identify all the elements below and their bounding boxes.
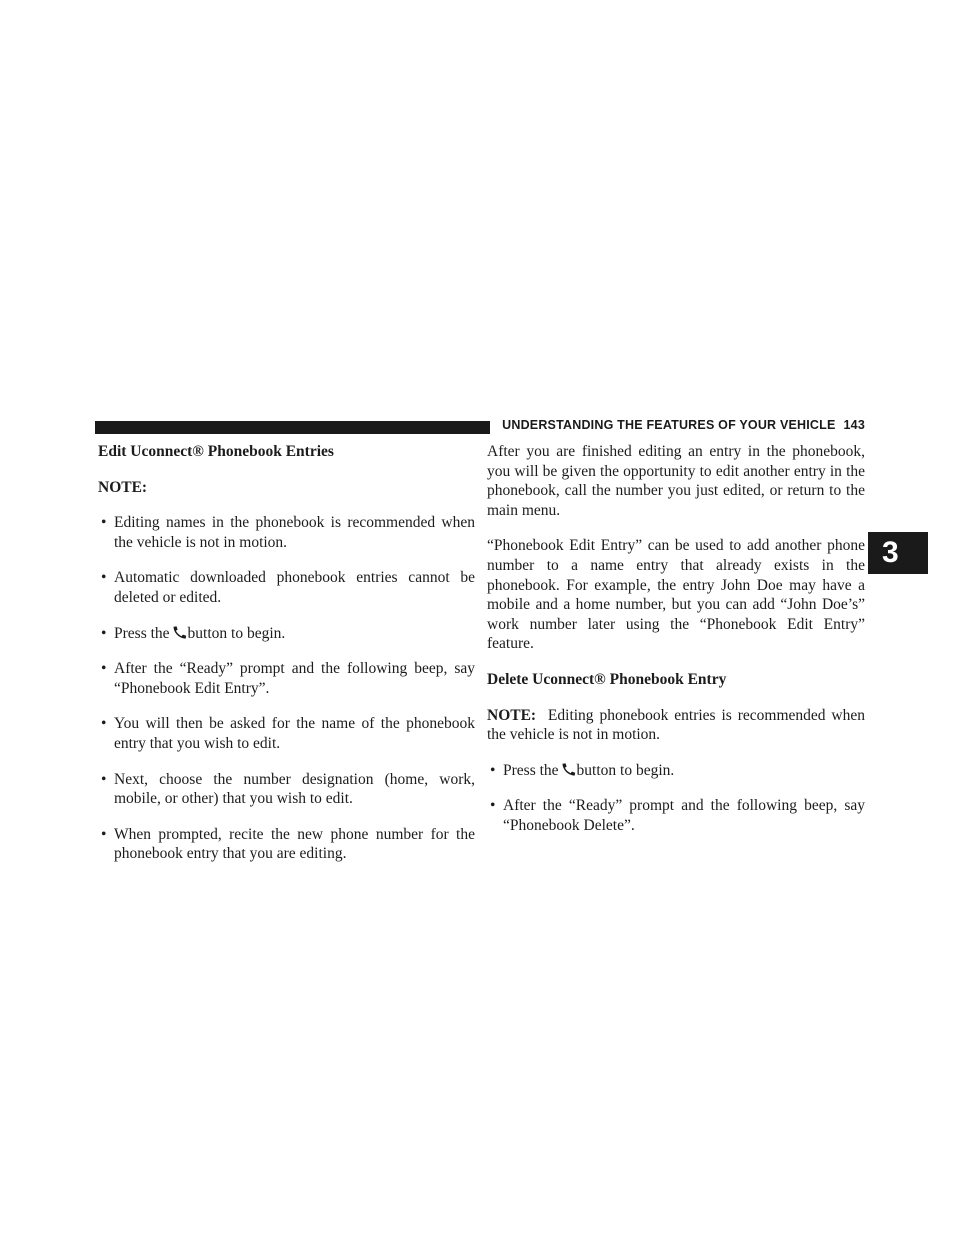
list-item: • Automatic downloaded phonebook entries cannot be deleted or edited. xyxy=(98,568,475,607)
note-label: NOTE: xyxy=(487,706,537,724)
list-item: • Next, choose the number designation (home, work, mobile, or other) that you wish to edit. xyxy=(98,770,475,809)
list-item: • After the “Ready” prompt and the following beep, say “Phonebook Delete”. xyxy=(487,796,865,835)
list-item: • When prompted, recite the new phone number for the phonebook entry that you are editing. xyxy=(98,825,475,864)
list-item xyxy=(487,761,865,781)
phone-icon xyxy=(172,626,187,639)
edit-steps-list xyxy=(98,513,475,864)
list-item: • After the “Ready” prompt and the following beep, say “Phonebook Edit Entry”. xyxy=(98,659,475,698)
press-suffix: button to begin. xyxy=(187,624,286,642)
right-column xyxy=(487,440,865,836)
list-item: • Editing names in the phonebook is recommended when the vehicle is not in motion. xyxy=(98,513,475,552)
paragraph-after-editing: After you are finished editing an entry in the phonebook, you will be given the opportunity to edit another entry in the phonebook, call the number you just edited, or return to the main menu. xyxy=(487,443,865,519)
left-column xyxy=(98,440,475,864)
note-text: Editing phonebook entries is recommended when the vehicle is not in motion. xyxy=(487,706,866,744)
list-item xyxy=(98,624,475,644)
press-prefix: Press the xyxy=(503,761,559,779)
section-heading-edit: Edit Uconnect® Phonebook Entries xyxy=(98,443,334,460)
delete-steps-list xyxy=(487,761,865,836)
delete-note xyxy=(487,706,865,745)
header-bar xyxy=(95,421,490,434)
press-prefix: Press the xyxy=(114,624,170,642)
section-heading-delete: Delete Uconnect® Phonebook Entry xyxy=(487,670,727,688)
press-suffix: button to begin. xyxy=(576,761,675,779)
note-label: NOTE: xyxy=(98,478,148,496)
page-number: 143 xyxy=(843,418,865,432)
chapter-tab: 3 xyxy=(868,532,928,574)
paragraph-edit-entry: “Phonebook Edit Entry” can be used to add another phone number to a name entry that already exists in the phonebook. For example, the entry John Doe may have a mobile and a home number, but you can add “John Doe’s” work number later using the “Phonebook Edit Entry” feature. xyxy=(487,537,865,653)
phone-icon xyxy=(561,763,576,776)
list-item: • You will then be asked for the name of the phonebook entry that you wish to edit. xyxy=(98,714,475,753)
section-title: UNDERSTANDING THE FEATURES OF YOUR VEHICLE xyxy=(502,418,836,432)
running-header xyxy=(495,418,865,436)
